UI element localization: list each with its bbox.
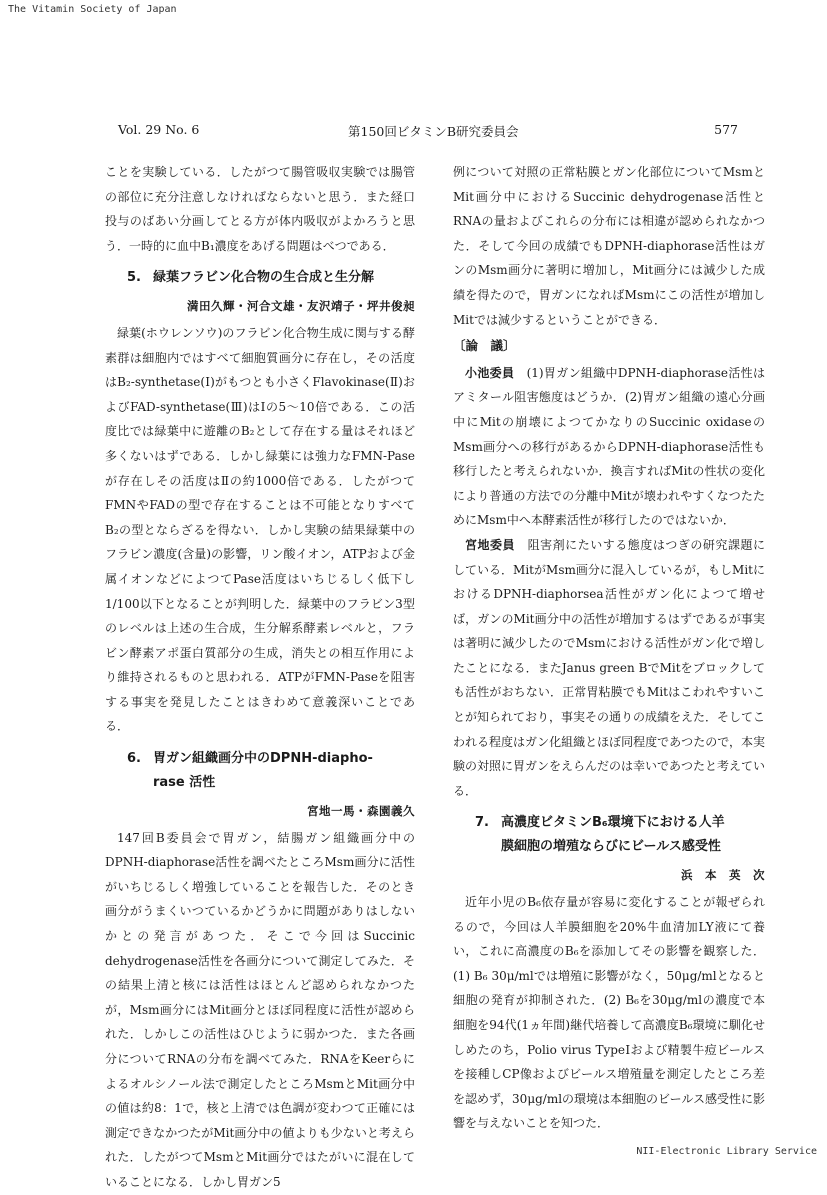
- section-7-title-line1: 高濃度ビタミンB₆環境下における人羊: [501, 815, 725, 831]
- section-5-title: 緑葉フラビン化合物の生合成と生分解: [153, 270, 375, 286]
- section-6-title-line2: rase 活性: [153, 775, 216, 791]
- section-6-heading: [105, 747, 415, 795]
- question-text: (1)胃ガン組織中DPNH-diaphorase活性はアミタール阻害態度はどうか．(2)胃ガン組織の遠心分画中にMitの崩壊によつてかなりのSuccinic oxidaseのMsm画分への移行があるからDPNH-diaphorase活性も移行したと考えられないか．換言すればMitの性状の変化により普通の方法での分離中Mitが壊われやすくなつたためにMsm中へ本酵素活性が移行したのではないか．: [453, 365, 765, 528]
- discussion-question: [453, 361, 765, 533]
- watermark-top: The Vitamin Society of Japan: [8, 4, 177, 15]
- answer-text: 阻害剤にたいする態度はつぎの研究課題にしている．MitがMsm画分に混入しているが，もしMitにおけるDPNH-diaphorsea活性がガン化によつて増せば，ガンのMit画分中の活性が増加するはずであるが事実は著明に減少したのでMsmにおける活性がガン化で増したことになる．またJanus green BでMitをブロックしても活性がおちない．正常胃粘膜でもMitはこわれやすいことが知られており，事実その通りの成績をえた．そしてこわれる程度はガン化組織とほぼ同程度であつたので，本実験の対照に胃ガンをえらんだのは幸いであつたと考えている．: [453, 537, 766, 798]
- section-7-title-line2: 膜細胞の増殖ならびにビールス感受性: [501, 839, 721, 855]
- header-title: 第150回ビタミンB研究委員会: [348, 124, 519, 139]
- section-7-body: 近年小児のB₆依存量が容易に変化することが報ぜられるので，今回は人羊膜細胞を20%牛血清加LY液にて養い，これに高濃度のB₆を添加してその影響を観察した．(1) B₆ 30μ/mlでは増殖に影響がなく，50μg/mlとなると細胞の発育が抑制された．(2) B₆を30μg/mlの濃度で本細胞を94代(1ヵ年間)継代培養して高濃度B₆環境に馴化せしめたのち，Polio virus TypeⅠおよび精製牛痘ビールスを接種しCP像およびビールス増殖量を測定したところ差を認めず，30μg/mlの環境は本細胞のビールス感受性に影響を与えないことを知つた．: [453, 895, 765, 1131]
- section-7-authors: 浜 本 英 次: [681, 868, 765, 883]
- section-6-authors: 宮地一馬・森園義久: [307, 804, 415, 819]
- running-header: [118, 122, 738, 142]
- section-7-heading: [453, 811, 765, 859]
- section-7-number: 7.: [475, 815, 489, 831]
- watermark-bottom: NII-Electronic Library Service: [636, 1146, 817, 1157]
- section-5-body: 緑葉(ホウレンソウ)のフラビン化合物生成に関与する酵素群は細胞内ではすべて細胞質画分に存在し，その活度はB₂-synthetase(Ⅰ)がもつとも小さくFlavokinase(Ⅱ)およびFAD-synthetase(Ⅲ)はⅠの5～10倍である．この活度比では緑葉中に遊離のB₂として存在する量はそれほど多くないはずである．しかし緑葉には強力なFMN-Paseが存在しその活度はⅡの約1000倍である．したがつてFMNやFADの型で存在することは不可能となりすべてB₂の型とならざるを得ない．しかし実験の結果緑葉中のフラビン濃度(含量)の影響，リン酸イオン，ATPおよび金属イオンなどによつてPase活度はいちじるしく低下し1/100以下となることが判明した．緑葉中のフラビン3型のレベルは上述の生合成，生分解系酵素レベルと，フラビン酵素アポ蛋白質部分の生成，消失との相互作用により維持されるものと思われる．ATPがFMN-Paseを阻害する事実を発見したことはきわめて意義深いことである．: [105, 325, 415, 734]
- answer-speaker: 宮地委員: [465, 537, 516, 552]
- discussion-answer: [453, 533, 765, 804]
- section-6-number: 6.: [127, 751, 141, 767]
- intro-paragraph: ことを実験している．したがつて腸管吸収実験では腸管の部位に充分注意しなければならないと思う．また経口投与のばあい分画してとる方が体内吸収がよかろうと思う．一時的に血中B₁濃度をあげる問題はべつである．: [105, 165, 415, 253]
- section-5-number: 5.: [127, 270, 141, 286]
- left-column: [105, 160, 415, 1195]
- right-column: [453, 160, 765, 1136]
- section-6-title-line1: 胃ガン組織画分中のDPNH-diapho-: [153, 751, 373, 767]
- header-volume: Vol. 29 No. 6: [118, 122, 200, 137]
- section-6-body: 147回B委員会で胃ガン，結腸ガン組織画分中のDPNH-diaphorase活性を調べたところMsm画分に活性がいちじるしく増強していることを報告した．そのとき画分がうまくいつているかどうかに問題がありはしないかとの発言があつた．そこで今回はSuccinic dehydrogenase活性を各画分について測定してみた．その結果上清と核には活性はほとんど認められなかつたが，Msm画分にはMit画分とほぼ同程度に活性が認められた．しかしこの活性はひじように弱かつた．また各画分についてRNAの分布を調べてみた．RNAをKeerらによるオルシノール法で測定したところMsmとMit画分中の値は約8：1で，核と上清では色調が変わつて正確には測定できなかつたがMit画分中の値よりも少ないと考えられた．したがつてMsmとMit画分ではたがいに混在していることになる．しかし胃ガン5: [105, 830, 415, 1189]
- section-5-authors: 満田久輝・河合文雄・友沢靖子・坪井俊昶: [187, 299, 415, 314]
- discussion-label: 〔論 議〕: [453, 338, 516, 354]
- section-6-continued: 例について対照の正常粘膜とガン化部位についてMsmとMit画分中におけるSuccinic dehydrogenase活性とRNAの量およびこれらの分布には相違が認められなかつた．そして今回の成績でもDPNH-diaphorase活性はガンのMsm画分に著明に増加し，Mit画分には減少した成績を得たので，胃ガンになればMsmにこの活性が増加しMitでは減少するということができる．: [453, 165, 765, 327]
- header-page-number: 577: [714, 122, 738, 137]
- question-speaker: 小池委員: [465, 365, 515, 380]
- section-5-heading: [105, 266, 415, 290]
